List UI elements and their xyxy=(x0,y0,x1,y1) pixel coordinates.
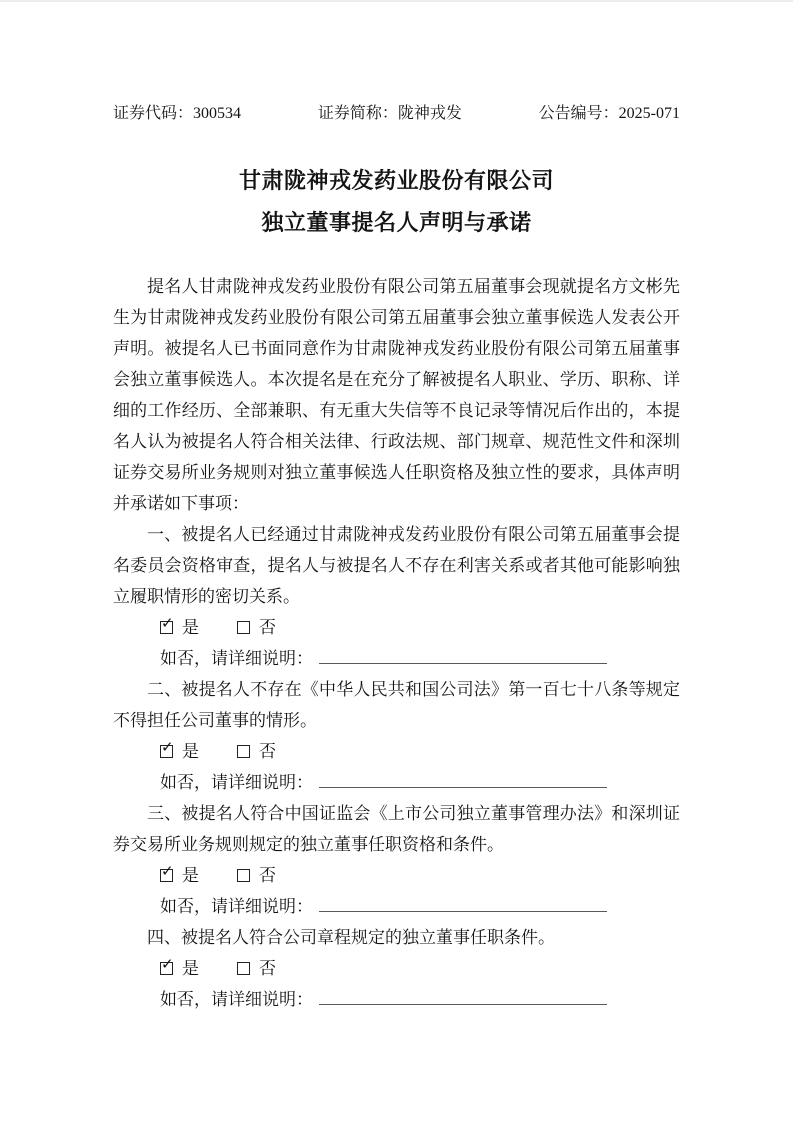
item-4-no-option[interactable] xyxy=(237,953,276,984)
item-1-no-option[interactable] xyxy=(237,612,276,643)
explain-label: 如否，请详细说明： xyxy=(160,897,313,916)
item-2-yes-option[interactable] xyxy=(160,736,199,767)
no-label: 否 xyxy=(259,742,276,761)
item-4-text: 四、被提名人符合公司章程规定的独立董事任职条件。 xyxy=(147,928,555,947)
yes-label: 是 xyxy=(182,866,199,885)
unchecked-checkbox-icon[interactable] xyxy=(237,962,250,975)
declaration-item-2 xyxy=(113,674,680,798)
item-2-yes-no-row xyxy=(113,736,680,767)
document-body xyxy=(0,271,793,1015)
company-title: 甘肃陇神戎发药业股份有限公司 xyxy=(238,168,554,193)
item-4-explain-row xyxy=(113,984,680,1015)
item-4-yes-option[interactable] xyxy=(160,953,199,984)
item-1-yes-option[interactable] xyxy=(160,612,199,643)
item-1-explain-row xyxy=(113,643,680,674)
item-1-text: 一、被提名人已经通过甘肃陇神戎发药业股份有限公司第五届董事会提名委员会资格审查，提名人与被提名人不存在利害关系或者其他可能影响独立履职情形的密切关系。 xyxy=(113,525,680,606)
intro-paragraph: 提名人甘肃陇神戎发药业股份有限公司第五届董事会现就提名方文彬先生为甘肃陇神戎发药业股份有限公司第五届董事会独立董事候选人发表公开声明。被提名人已书面同意作为甘肃陇神戎发药业股份有限公司第五届董事会独立董事候选人。本次提名是在充分了解被提名人职业、学历、职称、详细的工作经历、全部兼职、有无重大失信等不良记录等情况后作出的，本提名人认为被提名人符合相关法律、行政法规、部门规章、规范性文件和深圳证券交易所业务规则对独立董事候选人任职资格及独立性的要求，具体声明并承诺如下事项： xyxy=(113,277,680,513)
item-2-explain-row xyxy=(113,767,680,798)
stock-name-value: 陇神戎发 xyxy=(397,105,462,122)
declaration-item-4 xyxy=(113,922,680,1015)
yes-label: 是 xyxy=(182,959,199,978)
item-3-explain-row xyxy=(113,891,680,922)
item-3-yes-no-row xyxy=(113,860,680,891)
item-1-yes-no-row xyxy=(113,612,680,643)
item-3-explanation-blank-field[interactable] xyxy=(319,899,607,912)
no-label: 否 xyxy=(259,866,276,885)
announcement-number-label: 公告编号： xyxy=(538,105,619,122)
yes-label: 是 xyxy=(182,742,199,761)
document-header xyxy=(0,103,793,125)
unchecked-checkbox-icon[interactable] xyxy=(237,621,250,634)
item-3-no-option[interactable] xyxy=(237,860,276,891)
unchecked-checkbox-icon[interactable] xyxy=(237,745,250,758)
item-3-yes-option[interactable] xyxy=(160,860,199,891)
checked-checkbox-icon[interactable] xyxy=(160,745,173,758)
item-4-yes-no-row xyxy=(113,953,680,984)
explain-label: 如否，请详细说明： xyxy=(160,773,313,792)
announcement-number-value: 2025-071 xyxy=(618,105,680,122)
checked-checkbox-icon[interactable] xyxy=(160,621,173,634)
document-title: 独立董事提名人声明与承诺 xyxy=(261,210,532,235)
item-1-explanation-blank-field[interactable] xyxy=(319,651,607,664)
declaration-item-3 xyxy=(113,798,680,922)
no-label: 否 xyxy=(259,618,276,637)
yes-label: 是 xyxy=(182,618,199,637)
item-4-explanation-blank-field[interactable] xyxy=(319,992,607,1005)
stock-name xyxy=(318,103,462,125)
item-3-text: 三、被提名人符合中国证监会《上市公司独立董事管理办法》和深圳证券交易所业务规则规定的独立董事任职资格和条件。 xyxy=(113,804,680,854)
unchecked-checkbox-icon[interactable] xyxy=(237,869,250,882)
stock-name-label: 证券简称： xyxy=(317,105,398,122)
stock-code xyxy=(113,103,241,125)
item-2-text: 二、被提名人不存在《中华人民共和国公司法》第一百七十八条等规定不得担任公司董事的情形。 xyxy=(113,680,680,730)
stock-code-label: 证券代码： xyxy=(113,105,194,122)
explain-label: 如否，请详细说明： xyxy=(160,649,313,668)
no-label: 否 xyxy=(259,959,276,978)
declaration-item-1 xyxy=(113,519,680,674)
checked-checkbox-icon[interactable] xyxy=(160,869,173,882)
item-2-explanation-blank-field[interactable] xyxy=(319,775,607,788)
checked-checkbox-icon[interactable] xyxy=(160,962,173,975)
announcement-number xyxy=(539,103,680,125)
item-2-no-option[interactable] xyxy=(237,736,276,767)
stock-code-value: 300534 xyxy=(193,105,242,122)
explain-label: 如否，请详细说明： xyxy=(160,990,313,1009)
